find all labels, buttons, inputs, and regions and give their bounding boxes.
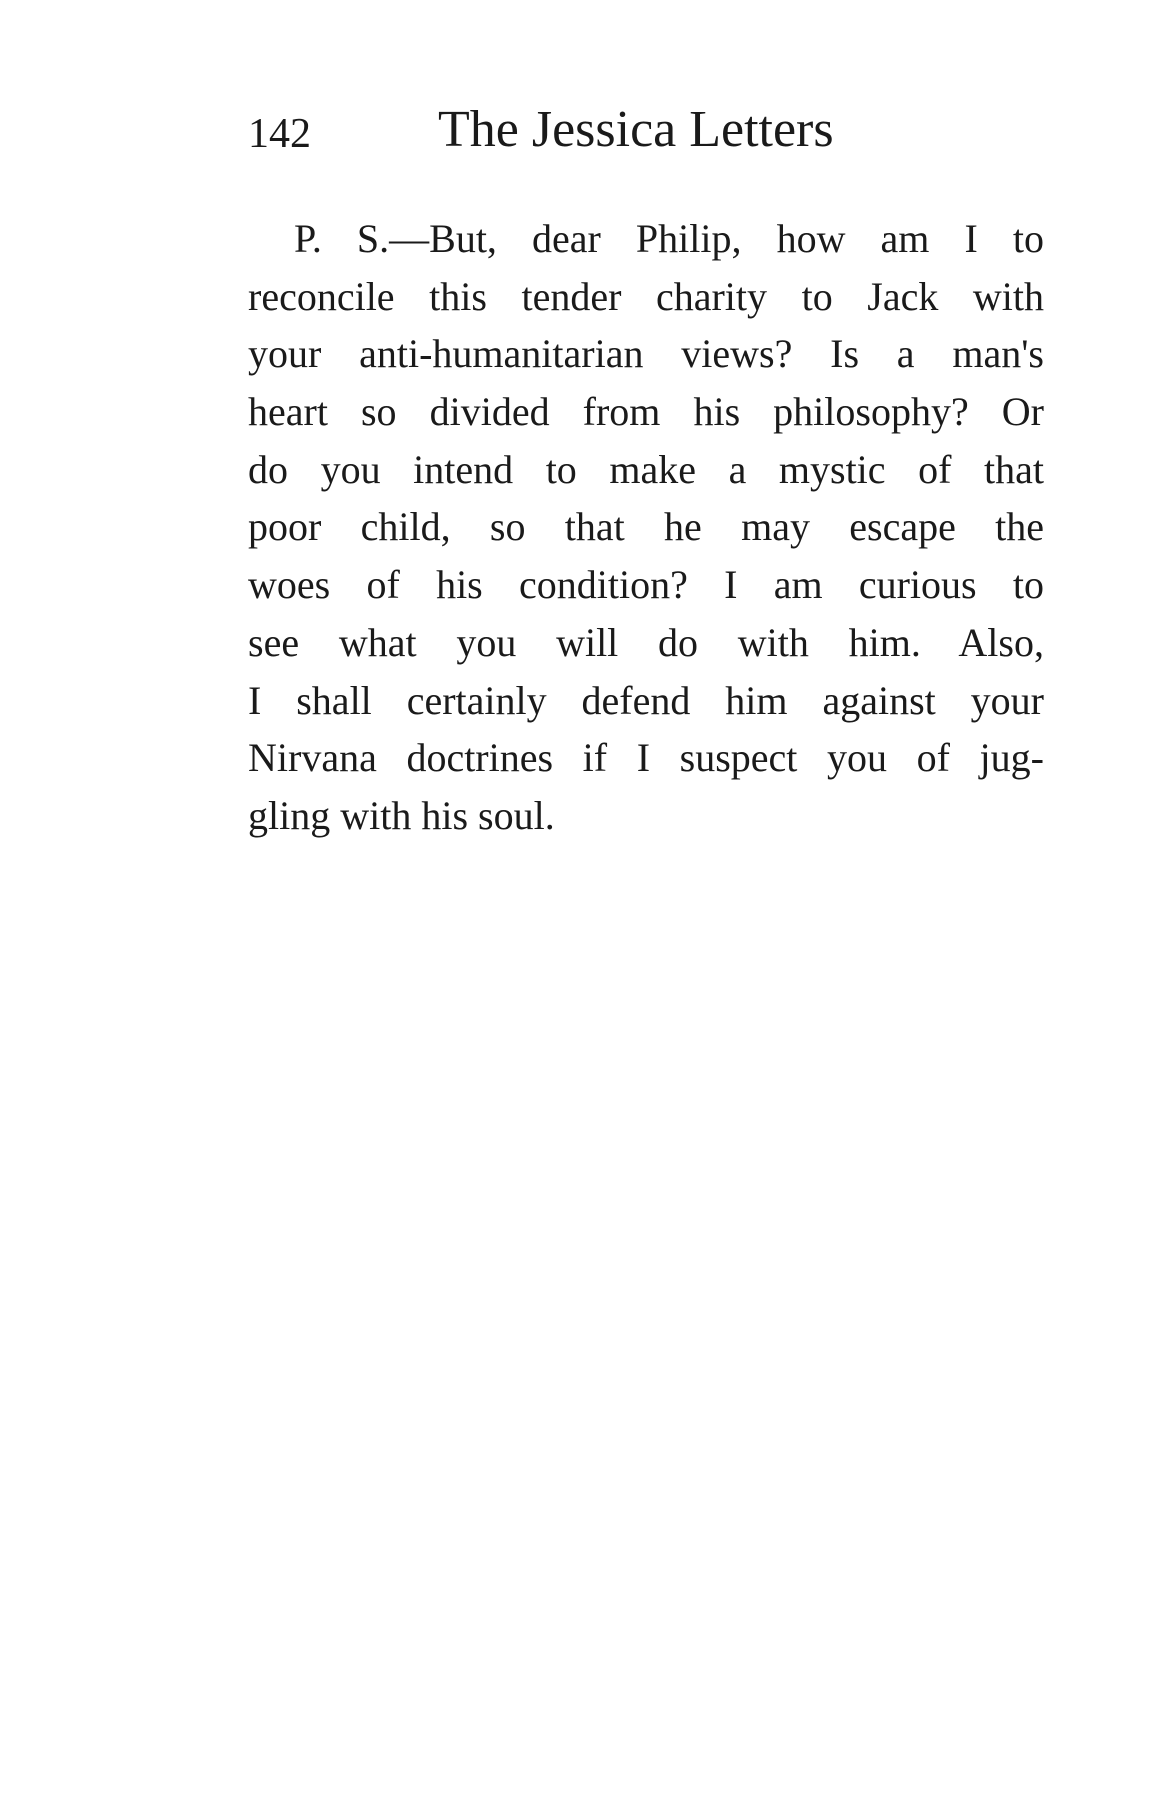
text-line: Nirvana doctrines if I suspect you of jug- xyxy=(248,735,1044,781)
text-line: heart so divided from his philosophy? Or xyxy=(248,389,1044,435)
text-line: see what you will do with him. Also, xyxy=(248,619,1044,665)
text-line: poor child, so that he may escape the xyxy=(248,504,1044,550)
body-paragraph xyxy=(248,210,1044,845)
text-line: your anti-humanitarian views? Is a man's xyxy=(248,331,1044,377)
text-line: I shall certainly defend him against your xyxy=(248,677,1044,723)
running-title: The Jessica Letters xyxy=(438,101,834,158)
text-line: do you intend to make a mystic of that xyxy=(248,446,1044,492)
text-line: P. S.—But, dear Philip, how am I to xyxy=(294,216,1044,261)
text-line: gling with his soul. xyxy=(248,792,555,838)
text-line: woes of his condition? I am curious to xyxy=(248,562,1044,608)
running-head xyxy=(248,100,868,160)
text-line: reconcile this tender charity to Jack with xyxy=(248,273,1044,319)
page-number: 142 xyxy=(248,111,311,157)
